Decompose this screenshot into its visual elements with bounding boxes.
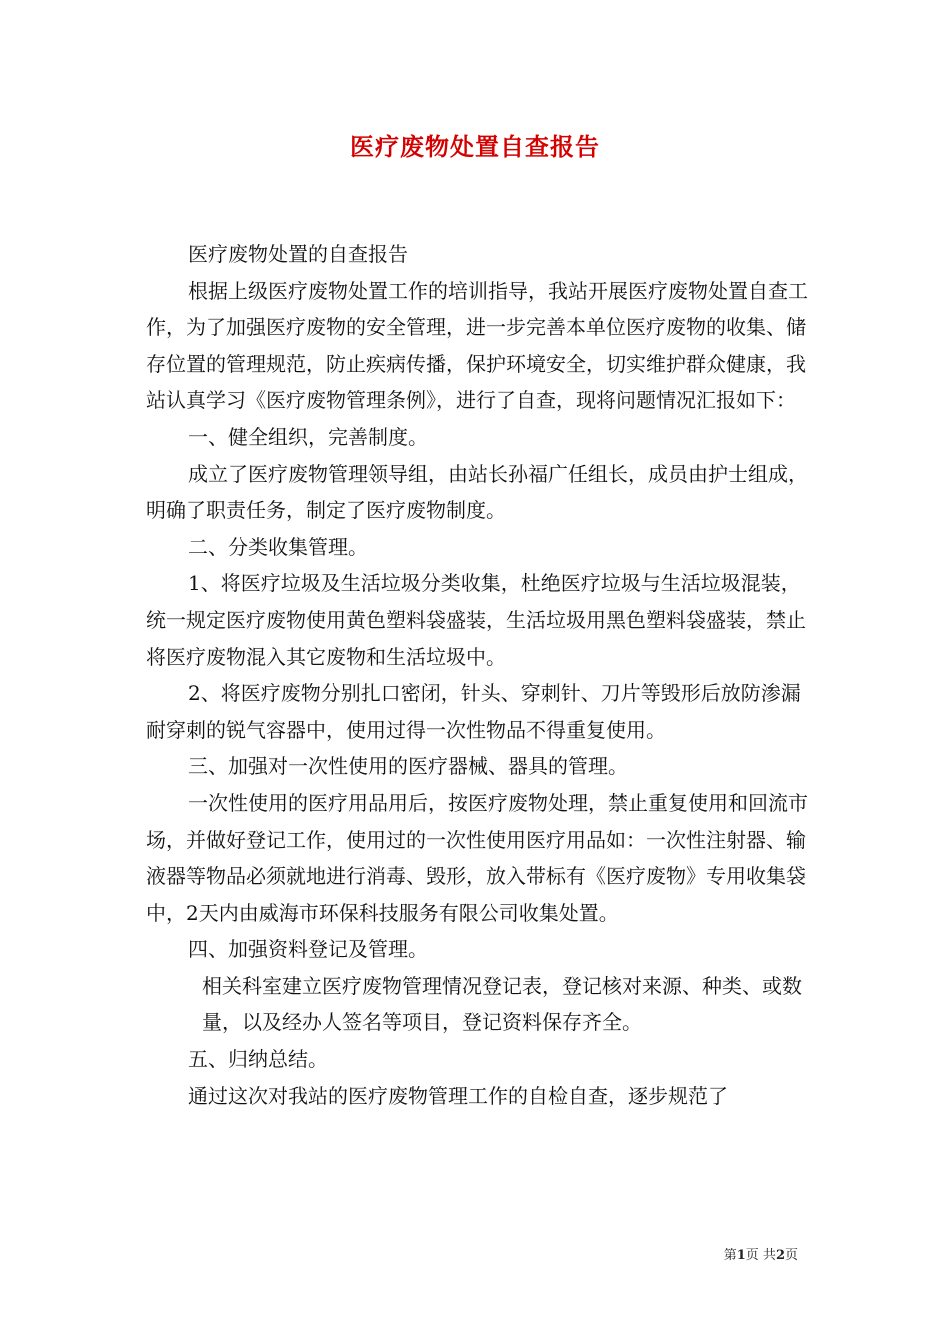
paragraph-intro: 根据上级医疗废物处置工作的培训指导，我站开展医疗废物处置自查工作，为了加强医疗废物的安全管理，进一步完善本单位医疗废物的收集、储存位置的管理规范，防止疾病传播，保护环境安全，切实维护群众健康，我站认真学习《医疗废物管理条例》，进行了自查，现将问题情况汇报如下：	[146, 278, 808, 413]
footer-middle: 页 共	[745, 1248, 776, 1263]
section-heading-3: 三、加强对一次性使用的医疗器械、器具的管理。	[188, 754, 628, 779]
footer-total-pages: 2	[775, 1248, 785, 1263]
paragraph-section-5: 通过这次对我站的医疗废物管理工作的自检自查，逐步规范了	[188, 1083, 728, 1108]
document-title: 医疗废物处置自查报告	[350, 132, 600, 161]
page-footer	[724, 1247, 798, 1265]
paragraph-section-3: 一次性使用的医疗用品用后，按医疗废物处理，禁止重复使用和回流市场，并做好登记工作，使用过的一次性使用医疗用品如：一次性注射器、输液器等物品必须就地进行消毒、毁形，放入带标有《医疗废物》专用收集袋中，2天内由威海市环保科技服务有限公司收集处置。	[146, 790, 808, 925]
footer-prefix: 第	[723, 1248, 737, 1263]
paragraph-section-2-item-1: 1、将医疗垃圾及生活垃圾分类收集，杜绝医疗垃圾与生活垃圾混装，统一规定医疗废物使用黄色塑料袋盛装，生活垃圾用黑色塑料袋盛装，禁止将医疗废物混入其它废物和生活垃圾中。	[146, 571, 806, 669]
document-body	[146, 236, 808, 1114]
footer-page-number: 1	[736, 1248, 746, 1263]
section-heading-2: 二、分类收集管理。	[188, 534, 368, 559]
section-heading-4: 四、加强资料登记及管理。	[188, 937, 428, 962]
paragraph-section-2-item-2: 2、将医疗废物分别扎口密闭，针头、穿刺针、刀片等毁形后放防渗漏耐穿刺的锐气容器中，使用过得一次性物品不得重复使用。	[146, 681, 801, 742]
section-heading-1: 一、健全组织，完善制度。	[188, 424, 428, 449]
section-heading-5: 五、归纳总结。	[188, 1047, 328, 1072]
paragraph-subtitle: 医疗废物处置的自查报告	[188, 242, 408, 266]
paragraph-section-4: 相关科室建立医疗废物管理情况登记表，登记核对来源、种类、或数量，以及经办人签名等项目，登记资料保存齐全。	[202, 973, 802, 1035]
footer-suffix: 页	[784, 1248, 798, 1263]
paragraph-section-1: 成立了医疗废物管理领导组，由站长孙福广任组长，成员由护士组成，明确了职责任务，制定了医疗废物制度。	[146, 461, 808, 523]
